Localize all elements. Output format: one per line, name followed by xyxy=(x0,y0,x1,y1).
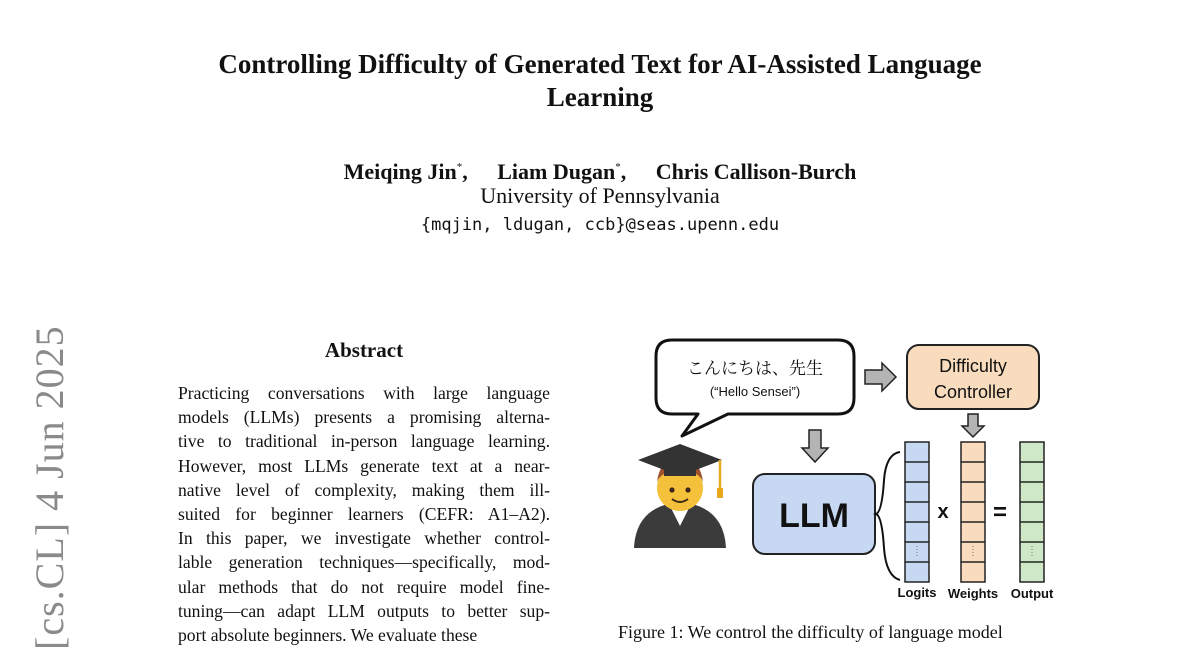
times-symbol: x xyxy=(937,501,949,523)
output-vector xyxy=(1020,442,1044,582)
brace-icon xyxy=(876,452,900,580)
down-arrow-icon xyxy=(802,430,828,462)
abstract-line: In this paper, we investigate whether control- xyxy=(178,528,550,549)
abstract-line: lable generation techniques—specifically, mod- xyxy=(178,552,550,573)
abstract-line: ular methods that do not require model fine- xyxy=(178,576,550,597)
output-label: Output xyxy=(1010,586,1054,601)
controller-label-line2: Controller xyxy=(933,382,1013,402)
author-1-mark: * xyxy=(456,161,463,173)
weights-label: Weights xyxy=(947,586,999,601)
arxiv-stamp: [cs.CL] 4 Jun 2025 xyxy=(27,325,72,650)
abstract-line: tuning—can adapt LLM outputs to better sup- xyxy=(178,600,550,621)
right-arrow-icon xyxy=(865,363,896,391)
author-emails: {mqjin, ldugan, ccb}@seas.upenn.edu xyxy=(420,215,780,235)
author-2-name: Liam Dugan xyxy=(497,159,616,184)
figure-caption: Figure 1: We control the difficulty of language model xyxy=(618,622,1003,642)
llm-label: LLM xyxy=(779,497,849,535)
author-1-sep: , xyxy=(462,159,468,184)
author-1-name: Meiqing Jin xyxy=(343,159,457,184)
author-2-mark: * xyxy=(615,161,621,173)
abstract-line: native level of complexity, making them ill- xyxy=(178,479,550,500)
controller-label-line1: Difficulty xyxy=(939,356,1007,376)
abstract-line: models (LLMs) presents a promising alterna- xyxy=(178,407,550,428)
logits-vector xyxy=(905,442,929,582)
abstract-line: Practicing conversations with large language xyxy=(178,383,550,403)
abstract-line: However, most LLMs generate text at a near- xyxy=(178,455,550,476)
figure-1-diagram xyxy=(620,330,1080,610)
abstract-line: port absolute beginners. We evaluate these xyxy=(178,624,478,645)
affiliation: University of Pennsylvania xyxy=(480,183,720,208)
abstract-body xyxy=(178,381,550,647)
abstract-line: tive to traditional in-person language learning. xyxy=(178,431,550,452)
author-2-sep: , xyxy=(620,159,627,184)
student-icon xyxy=(634,444,726,548)
down-arrow-icon xyxy=(962,414,984,437)
weights-vector xyxy=(961,442,985,582)
abstract-heading: Abstract xyxy=(324,338,404,362)
paper-title: Controlling Difficulty of Generated Text for AI-Assisted Language Learning xyxy=(218,49,982,112)
author-3-name: Chris Callison-Burch xyxy=(655,159,857,184)
abstract-line: suited for beginner learners (CEFR: A1–A2). xyxy=(178,503,550,524)
speech-japanese-text: こんにちは、先生 xyxy=(687,359,823,379)
equals-symbol: = xyxy=(992,499,1008,526)
speech-translation-text: (“Hello Sensei”) xyxy=(709,384,801,399)
logits-label: Logits xyxy=(897,585,937,600)
